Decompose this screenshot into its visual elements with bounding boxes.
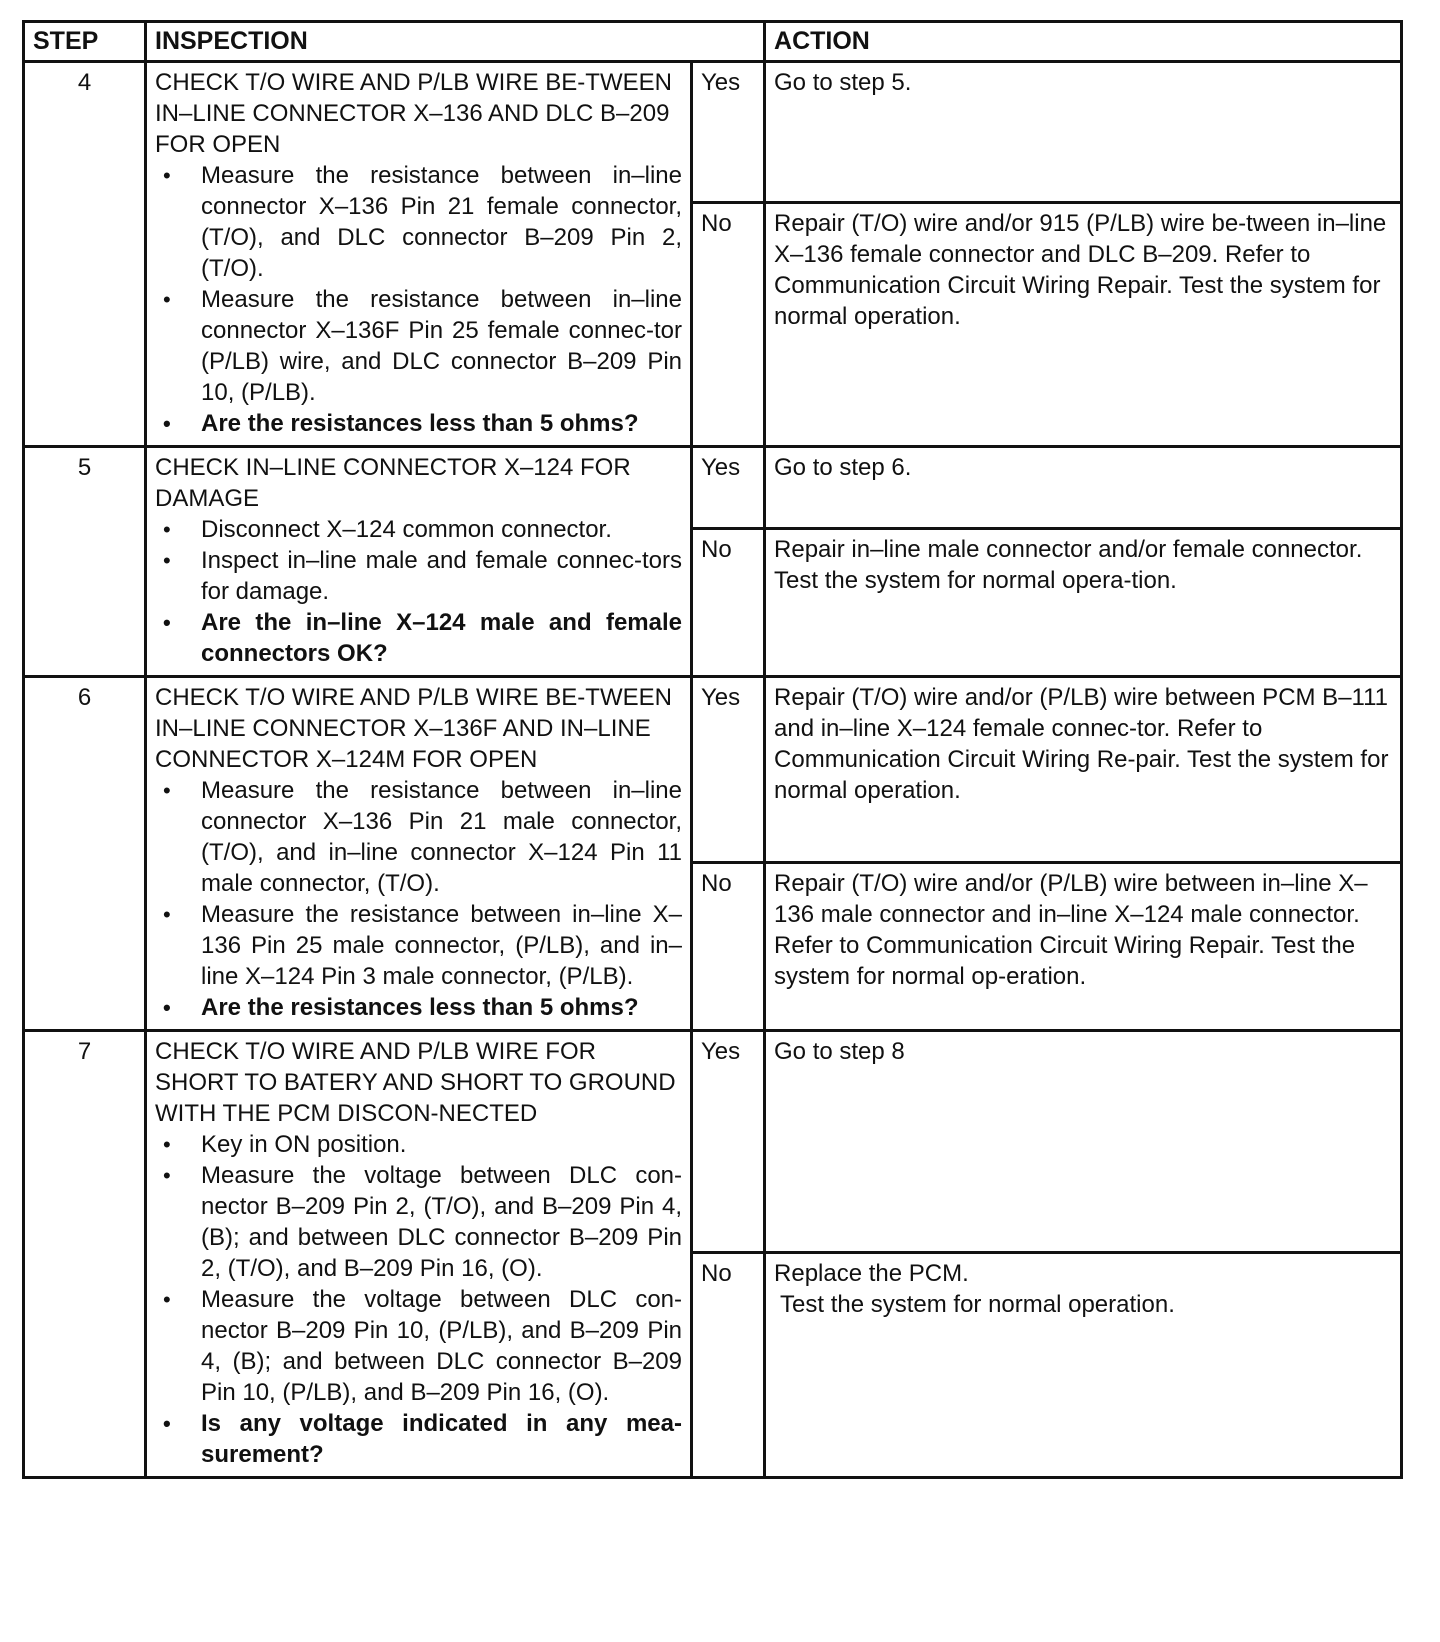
diagnostic-page [22, 20, 1400, 1479]
action-text: Repair (T/O) wire and/or (P/LB) wire between PCM B–111 and in–line X–124 female connec-tor. Refer to Communication Circuit Wiring Re-pair. Test the system for normal operation. [774, 684, 1389, 804]
step-number: 4 [24, 62, 146, 447]
no-label: No [692, 1253, 765, 1478]
diagnostic-table [22, 20, 1403, 1479]
step-4-yes-row [24, 62, 1402, 203]
yes-label: Yes [692, 62, 765, 203]
inspection-bullet: • Inspect in–line male and female connec-tors for damage. [155, 545, 682, 607]
inspection-bullet: • Measure the resistance between in–line connector X–136F Pin 25 female connec-tor (P/LB) wire, and DLC connector B–209 Pin 10, (P/LB). [155, 284, 682, 408]
inspection-bullet: • Measure the voltage between DLC con-nector B–209 Pin 10, (P/LB), and B–209 Pin 4, (B); and between DLC connector B–209 Pin 10, (P/LB), and B–209 Pin 16, (O). [155, 1284, 682, 1408]
action-text: Go to step 8 [774, 1038, 905, 1065]
step-6-yes-row [24, 677, 1402, 863]
header-inspection: INSPECTION [146, 22, 765, 62]
inspection-list [155, 775, 682, 1023]
action-text: Repair in–line male connector and/or female connector. Test the system for normal opera-tion. [774, 536, 1363, 594]
no-action [765, 203, 1402, 447]
inspection-question: • Are the resistances less than 5 ohms? [155, 408, 682, 439]
inspection-cell [146, 447, 692, 677]
inspection-bullet: • Measure the voltage between DLC con-nector B–209 Pin 2, (T/O), and B–209 Pin 4, (B); and between DLC connector B–209 Pin 2, (T/O), and B–209 Pin 16, (O). [155, 1160, 682, 1284]
header-row [24, 22, 1402, 62]
inspection-bullet: • Measure the resistance between in–line connector X–136 Pin 21 female connector, (T/O), and DLC connector B–209 Pin 2, (T/O). [155, 160, 682, 284]
no-label: No [692, 863, 765, 1031]
yes-label: Yes [692, 447, 765, 529]
action-text: Repair (T/O) wire and/or (P/LB) wire between in–line X–136 male connector and in–line X–124 male connector. Refer to Communication Circuit Wiring Repair. Test the system for normal op-eration. [774, 870, 1368, 990]
action-text: Repair (T/O) wire and/or 915 (P/LB) wire be-tween in–line X–136 female connector and DLC B–209. Refer to Communication Circuit Wiring Repair. Test the system for normal operation. [774, 210, 1387, 330]
step-7-yes-row [24, 1031, 1402, 1253]
inspection-list [155, 1129, 682, 1470]
step-5-yes-row [24, 447, 1402, 529]
yes-action [765, 677, 1402, 863]
inspection-title: CHECK IN–LINE CONNECTOR X–124 FOR DAMAGE [155, 454, 631, 512]
inspection-title: CHECK T/O WIRE AND P/LB WIRE BE-TWEEN IN–LINE CONNECTOR X–136 AND DLC B–209 FOR OPEN [155, 69, 672, 158]
no-action [765, 1253, 1402, 1478]
inspection-bullet: • Measure the resistance between in–line connector X–136 Pin 21 male connector, (T/O), and in–line connector X–124 Pin 11 male connector, (T/O). [155, 775, 682, 899]
no-action [765, 863, 1402, 1031]
inspection-list [155, 514, 682, 669]
inspection-cell [146, 1031, 692, 1478]
step-number: 7 [24, 1031, 146, 1478]
inspection-question: • Are the resistances less than 5 ohms? [155, 992, 682, 1023]
yes-action [765, 1031, 1402, 1253]
inspection-list [155, 160, 682, 439]
yes-label: Yes [692, 1031, 765, 1253]
inspection-title: CHECK T/O WIRE AND P/LB WIRE BE-TWEEN IN–LINE CONNECTOR X–136F AND IN–LINE CONNECTOR X–124M FOR OPEN [155, 684, 672, 773]
action-text: Go to step 5. [774, 69, 912, 96]
inspection-title: CHECK T/O WIRE AND P/LB WIRE FOR SHORT TO BATERY AND SHORT TO GROUND WITH THE PCM DISCON-NECTED [155, 1038, 676, 1127]
yes-label: Yes [692, 677, 765, 863]
inspection-question: • Is any voltage indicated in any mea-surement? [155, 1408, 682, 1470]
no-label: No [692, 529, 765, 677]
inspection-bullet: • Disconnect X–124 common connector. [155, 514, 682, 545]
step-number: 5 [24, 447, 146, 677]
inspection-cell [146, 677, 692, 1031]
action-text-2: Test the system for normal operation. [780, 1291, 1175, 1318]
action-text: Replace the PCM. [774, 1260, 969, 1287]
inspection-cell [146, 62, 692, 447]
yes-action [765, 62, 1402, 203]
header-step: STEP [24, 22, 146, 62]
inspection-question: • Are the in–line X–124 male and female connectors OK? [155, 607, 682, 669]
inspection-bullet: • Key in ON position. [155, 1129, 682, 1160]
header-action: ACTION [765, 22, 1402, 62]
action-text: Go to step 6. [774, 454, 912, 481]
no-action [765, 529, 1402, 677]
step-number: 6 [24, 677, 146, 1031]
yes-action [765, 447, 1402, 529]
inspection-bullet: • Measure the resistance between in–line X–136 Pin 25 male connector, (P/LB), and in–line X–124 Pin 3 male connector, (P/LB). [155, 899, 682, 992]
no-label: No [692, 203, 765, 447]
